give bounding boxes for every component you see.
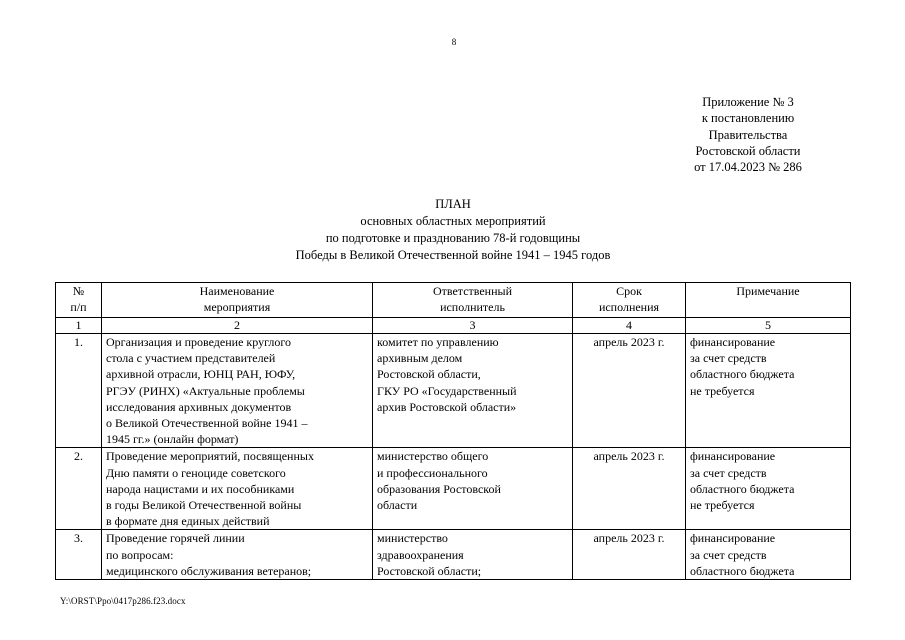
cell-line: ГКУ РО «Государственный [377,383,517,398]
row-num: 1. [56,334,102,448]
page-number: 8 [451,37,457,47]
cell-line: Проведение горячей линии [106,531,245,546]
events-table [55,282,851,580]
table-row [56,448,851,530]
row-term: апрель 2023 г. [573,530,686,580]
row-note [686,448,851,530]
cell-line: области [377,498,418,513]
cell-line: Ростовской области; [377,563,482,578]
appendix-line: от 17.04.2023 № 286 [694,160,802,175]
cell-line: медицинского обслуживания ветеранов; [106,563,312,578]
cell-line: областного бюджета [690,367,795,382]
row-executor [373,530,573,580]
cell-line: не требуется [690,498,755,513]
cell-line: и профессионального [377,465,488,480]
row-term: апрель 2023 г. [573,334,686,448]
header-text: Наименование [199,284,275,298]
cell-line: стола с участием представителей [106,351,276,366]
row-executor [373,334,573,448]
cell-line: архивной отрасли, ЮНЦ РАН, ЮФУ, [106,367,296,382]
cell-line: министерство [377,531,448,546]
row-num: 3. [56,530,102,580]
cell-line: образования Ростовской [377,481,501,496]
column-number: 1 [56,318,102,334]
cell-line: 1945 гг.» (онлайн формат) [106,432,239,447]
cell-line: здравоохранения [377,547,464,562]
header-term [573,283,686,318]
plan-title-line: основных областных мероприятий [360,214,546,228]
cell-line: финансирование [690,335,776,349]
row-name [102,530,373,580]
cell-line: комитет по управлению [377,335,499,349]
cell-line: в формате дня единых действий [106,514,270,529]
appendix-block [640,94,856,175]
cell-line: в годы Великой Отечественной войны [106,498,302,513]
table-row [56,530,851,580]
header-text: п/п [70,300,87,315]
row-note [686,334,851,448]
row-num: 2. [56,448,102,530]
plan-title-line: Победы в Великой Отечественной войне 1941 – 1945 годов [295,248,611,262]
cell-line: РГЭУ (РИНХ) «Актуальные проблемы [106,383,305,398]
cell-line: по вопросам: [106,547,174,562]
header-text: Примечание [736,284,800,298]
plan-title-line: ПЛАН [435,197,471,211]
cell-line: о Великой Отечественной войне 1941 – [106,416,308,431]
header-text: № [72,284,85,298]
header-text: исполнения [598,300,660,315]
row-name [102,448,373,530]
header-text: Срок [616,284,642,298]
row-executor [373,448,573,530]
appendix-line: Правительства [708,127,788,142]
plan-title-line: по подготовке и празднованию 78-й годовщины [325,231,581,245]
footer-file-path: Y:\ORST\Ppo\0417p286.f23.docx [60,596,186,606]
header-name [102,283,373,318]
header-text: Ответственный [432,284,513,298]
cell-line: за счет средств [690,465,767,480]
header-note [686,283,851,318]
header-num [56,283,102,318]
cell-line: финансирование [690,449,776,464]
cell-line: архив Ростовской области» [377,399,517,414]
table-header-row [56,283,851,318]
appendix-line: к постановлению [701,111,795,126]
header-text: исполнитель [440,300,505,315]
appendix-line: Ростовской области [695,143,801,158]
cell-line: исследования архивных документов [106,399,292,414]
appendix-line: Приложение № 3 [702,95,794,109]
cell-line: Дню памяти о геноциде советского [106,465,286,480]
column-number: 2 [102,318,373,334]
cell-line: Проведение мероприятий, посвященных [106,449,314,464]
cell-line: Ростовской области, [377,367,481,382]
column-number: 4 [573,318,686,334]
cell-line: за счет средств [690,547,767,562]
cell-line: областного бюджета [690,563,795,578]
row-term: апрель 2023 г. [573,448,686,530]
row-note [686,530,851,580]
cell-line: Организация и проведение круглого [106,335,291,349]
row-name [102,334,373,448]
header-executor [373,283,573,318]
cell-line: финансирование [690,531,776,546]
cell-line: за счет средств [690,351,767,366]
cell-line: областного бюджета [690,481,795,496]
table-row [56,334,851,448]
column-number: 5 [686,318,851,334]
cell-line: архивным делом [377,351,463,366]
cell-line: министерство общего [377,449,489,464]
column-number-row [56,318,851,334]
header-text: мероприятия [203,300,271,315]
cell-line: народа нацистами и их пособниками [106,481,295,496]
column-number: 3 [373,318,573,334]
plan-title [230,196,676,264]
cell-line: не требуется [690,383,755,398]
